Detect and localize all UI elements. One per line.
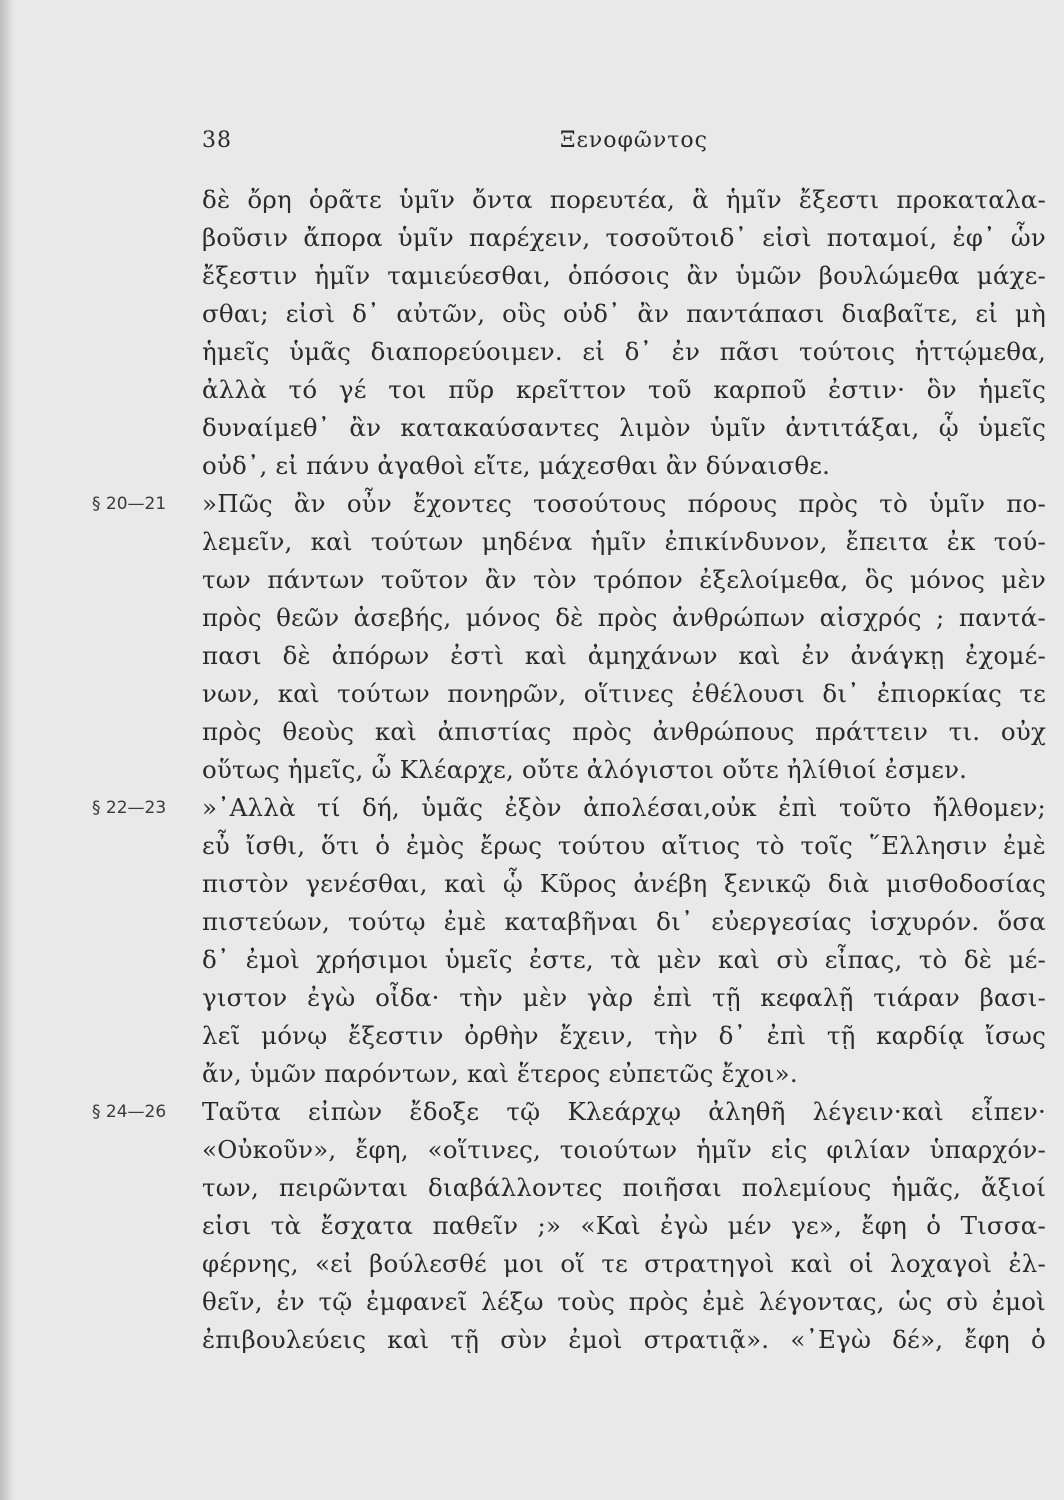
section-ref: § 24—26 (92, 1102, 167, 1122)
text-line: εὖ ἴσθι, ὅτι ὁ ἐμὸς ἔρως τούτου αἴτιος τὸ τοῖς ῞Ελλησιν ἐμὲ (202, 831, 1046, 860)
text-line: σθαι; εἰσὶ δ᾽ αὐτῶν, οὓς οὐδ᾽ ἂν παντάπασι διαβαῖτε, εἰ μὴ (202, 299, 1046, 328)
text-line: βοῦσιν ἄπορα ὑμῖν παρέχειν, τοσοῦτοιδ᾽ εἰσὶ ποταμοί, ἐφ᾽ ὧν (202, 223, 1046, 252)
text-line: ἄν, ὑμῶν παρόντων, καὶ ἕτερος εὐπετῶς ἔχοι». (202, 1059, 798, 1088)
text-line: πιστὸν γενέσθαι, καὶ ᾧ Κῦρος ἀνέβη ξενικῷ διὰ μισθοδοσίας (202, 869, 1046, 898)
text-line: «Οὐκοῦν», ἔφη, «οἵτινες, τοιούτων ἡμῖν εἰς φιλίαν ὑπαρχόν- (202, 1135, 1046, 1164)
text-line: φέρνης, «εἰ βούλεσθέ μοι οἵ τε στρατηγοὶ καὶ οἱ λοχαγοὶ ἐλ- (202, 1249, 1046, 1278)
text-line: εἰσι τὰ ἔσχατα παθεῖν ;» «Καὶ ἐγὼ μέν γε», ἔφη ὁ Τισσα- (202, 1211, 1046, 1240)
text-line: δυναίμεθ᾽ ἂν κατακαύσαντες λιμὸν ὑμῖν ἀντιτάξαι, ᾧ ὑμεῖς (202, 413, 1046, 442)
text-line: »᾽Αλλὰ τί δή, ὑμᾶς ἐξὸν ἀπολέσαι,οὐκ ἐπὶ τοῦτο ἤλθομεν; (202, 793, 1046, 822)
page-edge-shadow (0, 0, 14, 1500)
running-title: Ξενοφῶντος (560, 128, 708, 153)
text-line: των πάντων τοῦτον ἂν τὸν τρόπον ἐξελοίμεθα, ὃς μόνος μὲν (202, 565, 1046, 594)
text-line: λεῖ μόνῳ ἔξεστιν ὀρθὴν ἔχειν, τὴν δ᾽ ἐπὶ τῇ καρδίᾳ ἴσως (202, 1021, 1046, 1050)
section-ref: § 22—23 (92, 798, 167, 818)
text-line: ἐπιβουλεύεις καὶ τῇ σὺν ἐμοὶ στρατιᾷ». «᾽Εγὼ δέ», ἔφη ὁ (202, 1325, 1046, 1354)
text-line: λεμεῖν, καὶ τούτων μηδένα ἡμῖν ἐπικίνδυνον, ἔπειτα ἐκ τού- (202, 527, 1046, 556)
text-line: ἡμεῖς ὑμᾶς διαπορεύοιμεν. εἰ δ᾽ ἐν πᾶσι τούτοις ἡττῴμεθα, (202, 337, 1046, 366)
text-line: οὐδ᾽, εἰ πάνυ ἀγαθοὶ εἴτε, μάχεσθαι ἂν δύναισθε. (202, 451, 831, 480)
text-line: ἔξεστιν ἡμῖν ταμιεύεσθαι, ὁπόσοις ἂν ὑμῶν βουλώμεθα μάχε- (202, 261, 1046, 290)
text-line: πρὸς θεοὺς καὶ ἀπιστίας πρὸς ἀνθρώπους πράττειν τι. οὐχ (202, 717, 1046, 746)
text-line: πασι δὲ ἀπόρων ἐστὶ καὶ ἀμηχάνων καὶ ἐν ἀνάγκῃ ἐχομέ- (202, 641, 1046, 670)
text-line: ἀλλὰ τό γέ τοι πῦρ κρεῖττον τοῦ καρποῦ ἐστιν· ὃν ἡμεῖς (202, 375, 1046, 404)
text-line: πρὸς θεῶν ἀσεβής, μόνος δὲ πρὸς ἀνθρώπων αἰσχρός ; παντά- (202, 603, 1046, 632)
text-line: γιστον ἐγὼ οἶδα· τὴν μὲν γὰρ ἐπὶ τῇ κεφαλῇ τιάραν βασι- (202, 983, 1046, 1012)
text-line: πιστεύων, τούτῳ ἐμὲ καταβῆναι δι᾽ εὐεργεσίας ἰσχυρόν. ὅσα (202, 907, 1046, 936)
section-ref: § 20—21 (92, 494, 167, 514)
page-number: 38 (202, 128, 232, 153)
text-line: δὲ ὄρη ὁρᾶτε ὑμῖν ὄντα πορευτέα, ἃ ἡμῖν ἔξεστι προκαταλα- (202, 185, 1046, 214)
text-line: θεῖν, ἐν τῷ ἐμφανεῖ λέξω τοὺς πρὸς ἐμὲ λέγοντας, ὡς σὺ ἐμοὶ (202, 1287, 1046, 1316)
text-line: Ταῦτα εἰπὼν ἔδοξε τῷ Κλεάρχῳ ἀληθῆ λέγειν·καὶ εἶπεν· (202, 1097, 1046, 1126)
text-line: των, πειρῶνται διαβάλλοντες ποιῆσαι πολεμίους ἡμᾶς, ἄξιοί (202, 1173, 1046, 1202)
text-line: δ᾽ ἐμοὶ χρήσιμοι ὑμεῖς ἐστε, τὰ μὲν καὶ σὺ εἶπας, τὸ δὲ μέ- (202, 945, 1046, 974)
text-line: νων, καὶ τούτων πονηρῶν, οἵτινες ἐθέλουσι δι᾽ ἐπιορκίας τε (202, 679, 1046, 708)
text-line: »Πῶς ἂν οὖν ἔχοντες τοσούτους πόρους πρὸς τὸ ὑμῖν πο- (202, 489, 1046, 518)
text-line: οὕτως ἡμεῖς, ὦ Κλέαρχε, οὔτε ἀλόγιστοι οὔτε ἠλίθιοί ἐσμεν. (202, 755, 968, 784)
page-header (0, 128, 1064, 164)
